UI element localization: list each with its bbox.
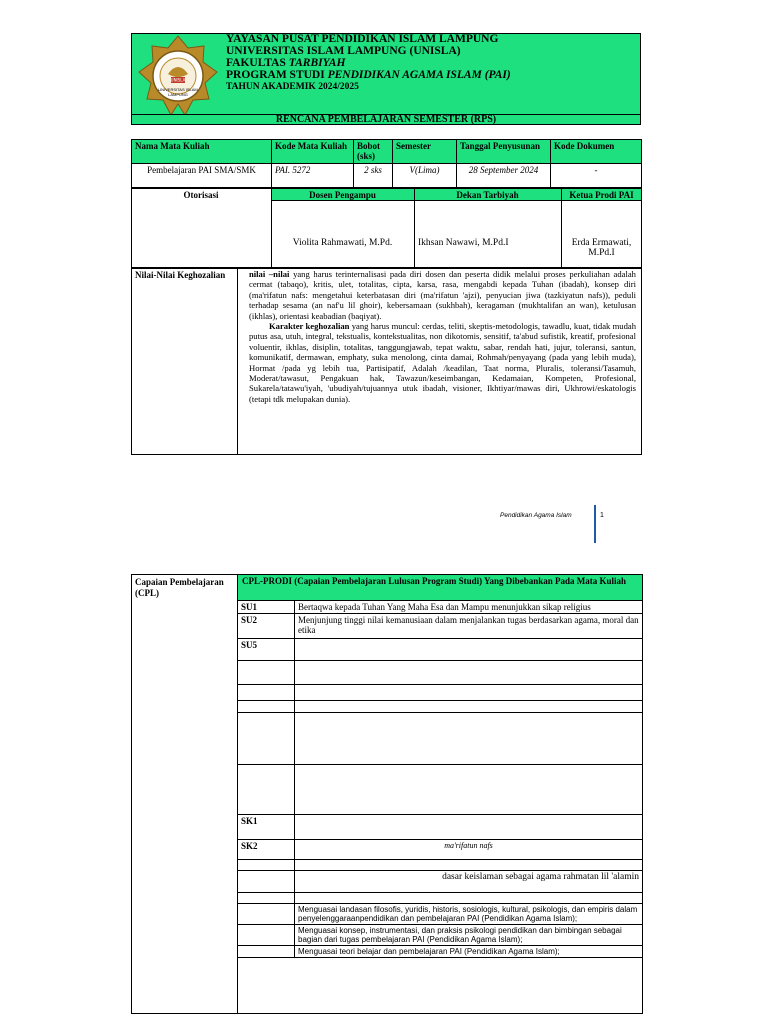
cpl-row bbox=[238, 614, 643, 639]
cpl-label: Capaian Pembelajaran (CPL) bbox=[135, 577, 224, 598]
cpl-description bbox=[295, 893, 643, 904]
authorization-label: Otorisasi bbox=[183, 190, 219, 200]
auth-divider-2 bbox=[414, 188, 415, 268]
cpl-description bbox=[295, 815, 643, 840]
cpl-code: SU5 bbox=[238, 639, 295, 661]
header-credits: Bobot (sks) bbox=[354, 140, 393, 164]
auth-divider-1 bbox=[271, 201, 272, 268]
name-dean: Ikhsan Nawawi, M.Pd.I bbox=[418, 238, 509, 248]
course-code: PAI. 5272 bbox=[272, 164, 354, 188]
document-title-text: RENCANA PEMBELAJARAN SEMESTER (RPS) bbox=[275, 114, 497, 125]
course-value-row bbox=[132, 164, 642, 188]
course-credits: 2 sks bbox=[354, 164, 393, 188]
course-info-table bbox=[131, 139, 642, 188]
cpl-description: Bertaqwa kepada Tuhan Yang Maha Esa dan Mampu menunjukkan sikap religius bbox=[295, 601, 643, 614]
cpl-code: SK1 bbox=[238, 815, 295, 840]
cpl-row bbox=[238, 601, 643, 614]
course-date: 28 September 2024 bbox=[457, 164, 551, 188]
cpl-description: Menguasai konsep, instrumentasi, dan praksis psikologi pendidikan dan bimbingan sebagai bagian dari tugas pembelajaran PAI (Pendidikan Agama Islam); bbox=[295, 925, 643, 946]
cpl-description: Menguasai teori belajar dan pembelajaran PAI (Pendidikan Agama Islam); bbox=[295, 946, 643, 958]
cpl-code bbox=[238, 765, 295, 815]
header-doc-code: Kode Dokumen bbox=[551, 140, 642, 164]
header-line-1: YAYASAN PUSAT PENDIDIKAN ISLAM LAMPUNG bbox=[226, 33, 499, 45]
logo-caption: UNIVERSITAS ISLAM LAMPUNG bbox=[158, 87, 198, 97]
cpl-description bbox=[295, 685, 643, 701]
cpl-description bbox=[295, 661, 643, 685]
page-number: 1 bbox=[600, 512, 604, 519]
cpl-code bbox=[238, 904, 295, 925]
cpl-row bbox=[238, 815, 643, 840]
cpl-row bbox=[238, 871, 643, 893]
document-title bbox=[131, 114, 641, 125]
course-name: Pembelajaran PAI SMA/SMK bbox=[132, 164, 272, 188]
header-line-4: PROGRAM STUDI PENDIDIKAN AGAMA ISLAM (PAI) bbox=[226, 69, 511, 81]
cpl-code bbox=[238, 860, 295, 871]
cpl-description bbox=[295, 765, 643, 815]
cpl-row bbox=[238, 904, 643, 925]
values-label: Nilai-Nilai Keghozalian bbox=[135, 270, 226, 280]
cpl-code: SU2 bbox=[238, 614, 295, 639]
role-dean: Dekan Tarbiyah bbox=[456, 190, 519, 200]
cpl-row bbox=[238, 685, 643, 701]
cpl-code bbox=[238, 946, 295, 958]
cpl-code: SK2 bbox=[238, 840, 295, 860]
cpl-description: Menjunjung tinggi nilai kemanusiaan dalam menjalankan tugas berdasarkan agama, moral dan etika bbox=[295, 614, 643, 639]
course-semester: V(Lima) bbox=[393, 164, 457, 188]
cpl-row bbox=[238, 765, 643, 815]
logo-badge: UNISLA bbox=[170, 77, 186, 83]
values-divider bbox=[237, 268, 238, 455]
cpl-code bbox=[238, 893, 295, 904]
cpl-row bbox=[238, 713, 643, 765]
cpl-row bbox=[238, 946, 643, 958]
role-lecturer: Dosen Pengampu bbox=[309, 190, 376, 200]
header-course-name: Nama Mata Kuliah bbox=[132, 140, 272, 164]
cpl-code bbox=[238, 685, 295, 701]
name-lecturer: Violita Rahmawati, M.Pd. bbox=[292, 238, 393, 248]
values-text: nilai –nilai yang harus terinternalisasi pada diri dosen dan peserta didik melalui proses perkuliahan adalah cermat (tabaqo), kritis, ulet, totalitas, cipta, karsa, rasa, mengabdi kepada Tuhan (ibadah), konsep diri (ma'rifatun nafs: mengetahui keterbatasan diri (ma'rifatun 'ajzi), penyucian jiwa (tazkiyatun nafs)), peduli terhadap sesama (an naf'u lil ghoir), kebersamaan (sukhbah), keragaman (mukhtalifan an wan), ketulusan (ikhlas), orientasi keabadian (baqiyat). Karakter keghozalian yang harus muncul: cerdas, teliti, skeptis-metodologis, tawadlu, kuat, tidak mudah putus asa, utuh, integral, tekstualis, kontekstualitas, non dikotomis, sensitif, ta'abud sufistik, kreatif, profesional voluentir, ikhlas, disiplin, totalitas, tanggungjawab, tepat waktu, sabar, rendah hati, jujur, toleransi, santun, komunikatif, dermawan, emphaty, suka menolong, cinta damai, Rohmah/penyayang (pada yang lebih muda), Hormat /pada yg lebih tua, Partisipatif, Adalah /keadilan, Taat norma, Pluralis, toleransi/Tasamuh, Moderat/tawasut, Pengakuan hak, Tawazun/keseimbangan, Kedamaian, Kompeten, Profesional, Sukarela/tatawu'iyah, 'ubudiyah/tujuannya utuk ibadah, visioner, Ikhtiyar/mawas diri, Ukhrowi/eskatologis (tetapi tdk melupakan dunia). bbox=[249, 269, 636, 404]
cpl-code bbox=[238, 713, 295, 765]
role-head: Ketua Prodi PAI bbox=[569, 190, 634, 200]
cpl-row bbox=[238, 893, 643, 904]
cpl-description: dasar keislaman sebagai agama rahmatan lil 'alamin bbox=[295, 871, 643, 893]
cpl-description bbox=[295, 639, 643, 661]
header-semester: Semester bbox=[393, 140, 457, 164]
header-date: Tanggal Penyusunan bbox=[457, 140, 551, 164]
cpl-heading: CPL-PRODI (Capaian Pembelajaran Lulusan Program Studi) Yang Dibebankan Pada Mata Kuliah bbox=[242, 576, 627, 586]
footer-text: Pendidikan Agama Islam bbox=[500, 512, 572, 519]
cpl-table bbox=[237, 600, 643, 958]
header-line-2: UNIVERSITAS ISLAM LAMPUNG (UNISLA) bbox=[226, 45, 461, 57]
cpl-code bbox=[238, 701, 295, 713]
cpl-description bbox=[295, 701, 643, 713]
cpl-code bbox=[238, 871, 295, 893]
cpl-code bbox=[238, 661, 295, 685]
header-line-5: TAHUN AKADEMIK 2024/2025 bbox=[226, 82, 359, 92]
header-course-code: Kode Mata Kuliah bbox=[272, 140, 354, 164]
course-doc-code: - bbox=[551, 164, 642, 188]
cpl-description bbox=[295, 860, 643, 871]
cpl-row bbox=[238, 701, 643, 713]
cpl-code bbox=[238, 925, 295, 946]
cpl-row bbox=[238, 661, 643, 685]
header-line-3: FAKULTAS TARBIYAH bbox=[226, 57, 346, 69]
institution-header bbox=[226, 33, 511, 93]
cpl-row bbox=[238, 860, 643, 871]
cpl-row bbox=[238, 925, 643, 946]
university-logo bbox=[133, 34, 223, 120]
course-header-row bbox=[132, 140, 642, 164]
name-head: Erda Ermawati, M.Pd.I bbox=[571, 238, 632, 258]
page-bar bbox=[594, 505, 596, 543]
cpl-description: Menguasai landasan filosofis, yuridis, historis, sosiologis, kultural, psikologis, dan empiris dalam penyelenggaraanpendidikan dan pembelajaran PAI (Pendidikan Agama Islam); bbox=[295, 904, 643, 925]
cpl-code: SU1 bbox=[238, 601, 295, 614]
cpl-description bbox=[295, 713, 643, 765]
cpl-description: ma'rifatun nafs bbox=[295, 840, 643, 860]
cpl-row bbox=[238, 840, 643, 860]
cpl-row bbox=[238, 639, 643, 661]
